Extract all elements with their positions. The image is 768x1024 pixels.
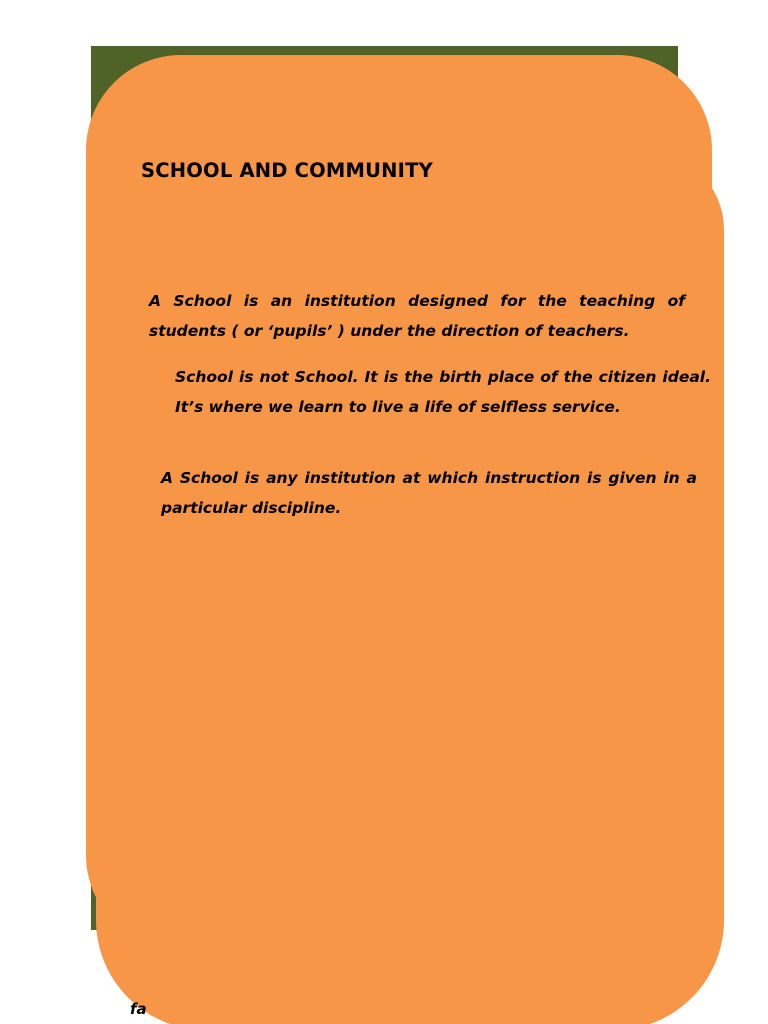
paragraph-definition-2: School is not School. It is the birth place of the citizen ideal. It’s where we learn to live a life of selfless service. [175, 368, 711, 416]
bottom-text-fragment: fa [130, 1000, 147, 1018]
paragraph-definition-3: A School is any institution at which instruction is given in a particular discipline. [161, 469, 697, 517]
paragraph-definition-1: A School is an institution designed for the teaching of students ( or ‘pupils’ ) under the direction of teachers. [149, 292, 685, 340]
section-title: SCHOOL AND COMMUNITY [141, 159, 433, 182]
